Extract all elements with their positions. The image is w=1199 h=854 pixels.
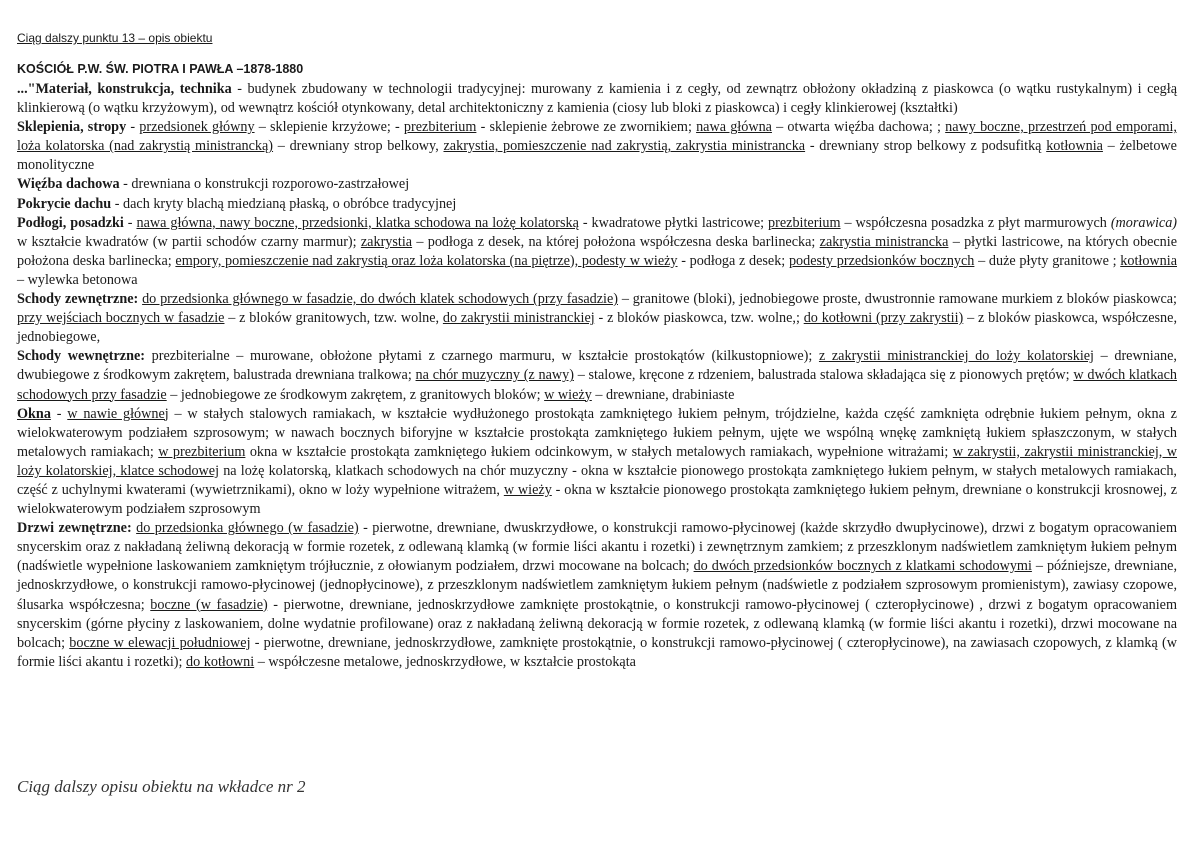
underlined-term: boczne (w fasadzie) <box>150 596 268 613</box>
underlined-term: do kotłowni (przy zakrystii) <box>803 310 964 327</box>
text-run: (morawica) <box>1110 214 1178 231</box>
underlined-term: w zakrystii, zakrystii ministranckiej, w loży kolatorskiej, klatce schodowej <box>17 443 1178 479</box>
text-run: - dach kryty blachą miedzianą płaską, o obróbce tradycyjnej <box>111 195 457 212</box>
description-body <box>17 80 1177 672</box>
section-label: ..."Materiał, konstrukcja, technika <box>17 81 232 97</box>
continuation-header: Ciąg dalszy punktu 13 – opis obiektu <box>17 31 213 45</box>
text-run: - kwadratowe płytki lastricowe; <box>578 214 769 231</box>
underlined-term: do zakrystii ministranckiej <box>442 310 595 327</box>
text-run: – sklepienie krzyżowe; - <box>254 119 404 136</box>
section-pokrycie <box>17 195 1177 214</box>
underlined-term: w prezbiterium <box>158 443 246 460</box>
section-okna <box>17 405 1177 520</box>
continuation-footer: Ciąg dalszy opisu obiektu na wkładce nr 2 <box>17 777 306 796</box>
section-drzwi <box>17 519 1177 672</box>
section-label: Podłogi, posadzki <box>17 214 124 231</box>
section-wiezba <box>17 175 1177 194</box>
underlined-term: zakrystia, pomieszczenie nad zakrystią, zakrystia ministrancka <box>443 138 806 155</box>
underlined-term: na chór muzyczny (z nawy) <box>415 367 574 384</box>
underlined-term: do przedsionka głównego w fasadzie, do dwóch klatek schodowych (przy fasadzie) <box>142 291 619 308</box>
text-run: - drewniana o konstrukcji rozporowo-zastrzałowej <box>119 176 410 193</box>
text-run: – jednobiegowe ze środkowym zakrętem, z granitowych bloków; <box>166 386 545 403</box>
text-run: – z bloków granitowych, tzw. wolne, <box>224 310 443 327</box>
section-label: Drzwi zewnętrzne: <box>17 520 132 537</box>
text-run: – wylewka betonowa <box>17 271 138 288</box>
text-run: - pierwotne, drewniane, jednoskrzydłowe zamknięte prostokątnie, o konstrukcji ramowo-płycinowej ( czteropłycinowe) , drzwi z bogatym opracowaniem snycerskim (górne płyciny z laskowaniem, dolne wydatnie profilowane) oraz z nakładaną żeliwną dekoracją w formie rozetek, z odlewaną klamką (w formie liści akantu i rozetki), drzwi mocowane na bolcach; <box>17 596 1177 651</box>
text-run: w kształcie kwadratów (w partii schodów czarny marmur); <box>17 233 361 250</box>
underlined-term: nawa główna, nawy boczne, przedsionki, klatka schodowa na lożę kolatorską <box>136 214 579 231</box>
underlined-term: podesty przedsionków bocznych <box>788 252 975 269</box>
underlined-term: boczne w elewacji południowej <box>69 634 251 651</box>
text-run: - budynek zbudowany w technologii tradycyjnej: murowany z kamienia i z cegły, od zewnątrz obłożony okładziną z piaskowca (o wątku rustykalnym) i cegłą klinkierową (o wątku krzyżowym), od wewnątrz kościół otynkowany, detal architektoniczny z kamienia (ciosy lub bloki z piaskowca) i cegły klinkierowej (kształtki) <box>17 81 1178 117</box>
text-run: – drewniane, drabiniaste <box>591 386 735 403</box>
text-run: – drewniany strop belkowy, <box>273 138 444 155</box>
section-sklepienia <box>17 118 1177 175</box>
church-title: KOŚCIÓŁ P.W. ŚW. PIOTRA I PAWŁA –1878-1880 <box>17 62 304 76</box>
text-run: – w stałych stalowych ramiakach, w kształcie wydłużonego prostokąta zamkniętego łukiem pełnym, trójdzielne, każda część zamknięta odrębnie łukiem pełnym, okna z wielokwaterowym podziałem szprosowym; w nawach bocznych biforyjne w kształcie prostokąta zamkniętego łukiem pełnym, ujęte we wspólną wnękę zamkniętą łukiem spłaszczonym, w stałych metalowych ramiakach; <box>17 405 1177 460</box>
text-run: – granitowe (bloki), jednobiegowe proste, dwustronnie ramowane murkiem z bloków piaskowca; <box>618 291 1178 308</box>
section-label: Schody zewnętrzne: <box>17 291 139 308</box>
text-run: – otwarta więźba dachowa; ; <box>771 119 946 136</box>
text-run: - <box>126 119 140 136</box>
text-run: – żelbetowe monolityczne <box>17 138 1177 174</box>
text-run: okna w kształcie prostokąta zamkniętego łukiem odcinkowym, w stałych metalowych ramiakach, wypełnione witrażami; <box>245 443 953 460</box>
text-run: - z bloków piaskowca, tzw. wolne,; <box>594 310 804 327</box>
text-run: – duże płyty granitowe ; <box>974 252 1121 269</box>
underlined-term: zakrystia <box>360 233 413 250</box>
underlined-term: kotłownia <box>1120 252 1177 269</box>
text-run: - pierwotne, drewniane, dwuskrzydłowe, o konstrukcji ramowo-płycinowej (każde skrzydło dwupłycinowe), drzwi z bogatym opracowaniem snycerskim oraz z nakładaną żeliwną dekoracją w formie rozetek, z odlewaną klamką (w formie liści akantu i rozetki) i zewnętrznym zamkiem; z przeszklonym nadświetlem zamkniętym łukiem pełnym (nadświetle wypełnione laskowaniem zamkniętym trójłucznie, z ołowianym podziałem, drzwi mocowane na bolcach; <box>17 520 1177 575</box>
section-schody_zew <box>17 290 1177 347</box>
text-run: – podłoga z desek, na której położona współczesna deska barlinecka; <box>412 233 820 250</box>
text-run: – współczesna posadzka z płyt marmurowych <box>840 214 1111 231</box>
text-run: – drewniane, dwubiegowe z środkowym zakrętem, balustrada drewniana tralkowa; <box>17 348 1177 384</box>
underlined-term: empory, pomieszczenie nad zakrystią oraz loża kolatorska (na piętrze), podesty w wieży <box>175 252 678 269</box>
underlined-term: kotłownia <box>1046 138 1103 155</box>
underlined-term: w dwóch klatkach schodowych przy fasadzie <box>17 367 1177 403</box>
section-label: Sklepienia, stropy <box>17 119 127 136</box>
text-run: - podłoga z desek; <box>677 252 789 269</box>
underlined-term: do kotłowni <box>186 653 255 670</box>
underlined-term: w nawie głównej <box>67 405 169 422</box>
underlined-term: z zakrystii ministranckiej do loży kolatorskiej <box>818 348 1094 365</box>
text-run: – późniejsze, drewniane, jednoskrzydłowe, o konstrukcji ramowo-płycinowej (jednopłycinowe), z przeszklonym nadświetlem zamkniętym łukiem pełnym (nadświetle z podziałem szprosowym promienistym), zawiasy czopowe, ślusarka współczesna; <box>17 558 1178 613</box>
underlined-term: prezbiterium <box>768 214 841 231</box>
section-label: Okna <box>17 405 51 422</box>
underlined-term: zakrystia ministrancka <box>819 233 949 250</box>
underlined-term: nawy boczne, przestrzeń pod emporami, loża kolatorska (nad zakrystią ministrancką) <box>17 119 1177 155</box>
section-label: Schody wewnętrzne: <box>17 348 145 365</box>
text-run: - <box>123 214 137 231</box>
underlined-term: prezbiterium <box>403 119 477 136</box>
underlined-term: w wieży <box>544 386 592 403</box>
text-run: - sklepienie żebrowe ze zwornikiem; <box>476 119 697 136</box>
underlined-term: do dwóch przedsionków bocznych z klatkami schodowymi <box>693 558 1032 575</box>
underlined-term: do przedsionka głównego (w fasadzie) <box>136 520 359 537</box>
section-label: Pokrycie dachu <box>17 195 112 212</box>
section-podlogi <box>17 214 1177 290</box>
text-run: – stalowe, kręcone z rdzeniem, balustrada stalowa składająca się z pionowych prętów; <box>573 367 1074 384</box>
underlined-term: przy wejściach bocznych w fasadzie <box>17 310 225 327</box>
text-run: – z bloków piaskowca, współczesne, jednobiegowe, <box>17 310 1177 346</box>
underlined-term: nawa główna <box>696 119 772 136</box>
section-material <box>17 80 1177 118</box>
underlined-term: w wieży <box>503 481 552 498</box>
text-run: - drewniany strop belkowy z podsufitką <box>805 138 1047 155</box>
text-run: – płytki lastricowe, na których obecnie położona deska barlinecka; <box>17 233 1177 269</box>
section-label: Więźba dachowa <box>17 176 120 193</box>
text-run: - <box>50 405 68 422</box>
text-run: na lożę kolatorską, klatkach schodowych na chór muzyczny - okna w kształcie pionowego prostokąta zamkniętego łukiem pełnym, w stałych metalowych ramiakach, część z uchylnymi kwaterami (wywietrznikami), okno w loży wypełnione witrażem, <box>17 462 1177 498</box>
text-run: - okna w kształcie pionowego prostokąta zamkniętego łukiem pełnym, drewniane o konstrukcji krosnowej, z wielokwaterowym podziałem szprosowym <box>17 481 1177 518</box>
underlined-term: przedsionek główny <box>139 119 255 136</box>
text-run: prezbiterialne – murowane, obłożone płytami z czarnego marmuru, w kształcie prostokątów (kilkustopniowe); <box>145 348 819 365</box>
text-run: – współczesne metalowe, jednoskrzydłowe, w kształcie prostokąta <box>254 653 636 670</box>
section-schody_wew <box>17 347 1177 404</box>
text-run: - pierwotne, drewniane, jednoskrzydłowe, zamknięte prostokątnie, o konstrukcji ramowo-płycinowej ( czteropłycinowe), na zawiasach czopowych, z klamką (w formie liści akantu i rozetki); <box>17 634 1178 670</box>
